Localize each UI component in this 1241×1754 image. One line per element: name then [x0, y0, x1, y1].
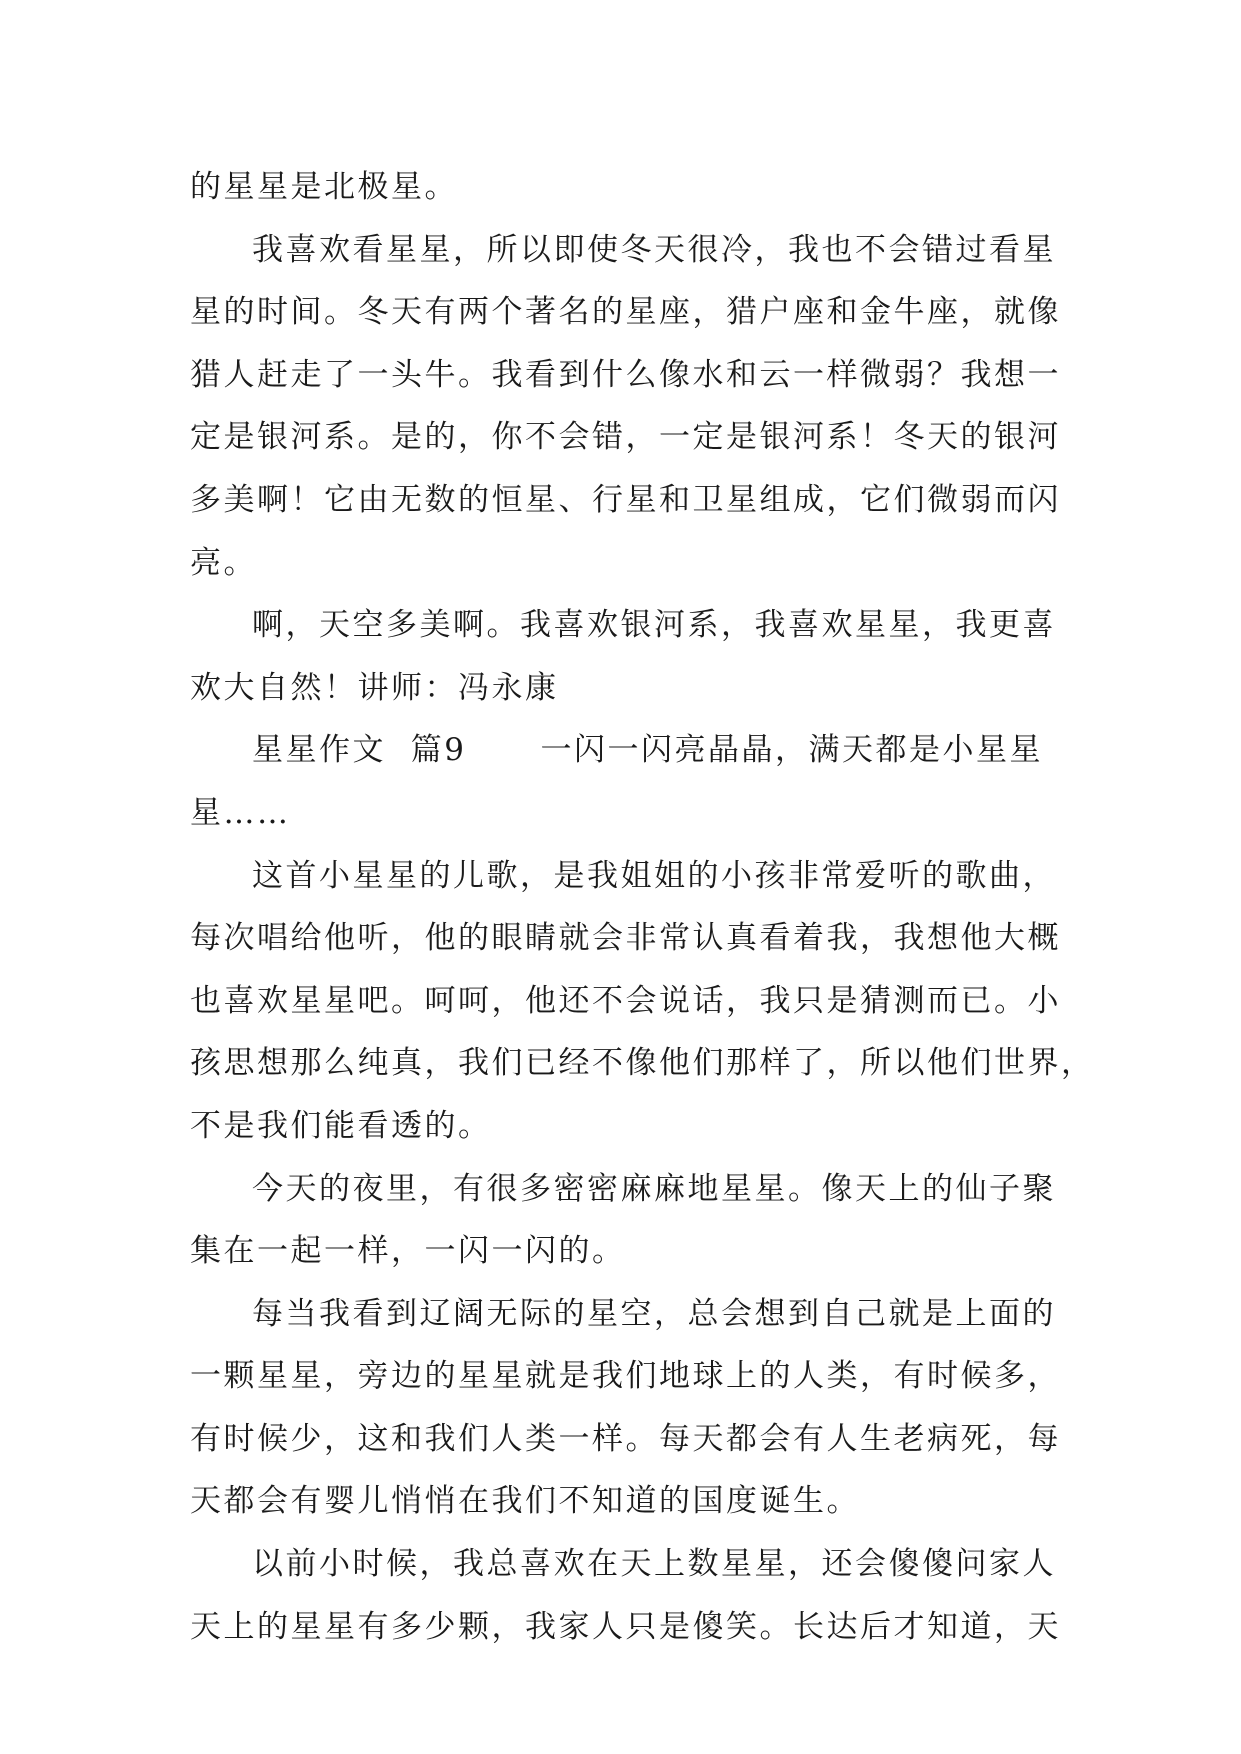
paragraph-start-line: 我喜欢看星星，所以即使冬天很冷，我也不会错过看星 [252, 231, 1056, 268]
paragraph-start-line: 啊，天空多美啊。我喜欢银河系，我喜欢星星，我更喜 [252, 607, 1056, 644]
section-heading-line: 星星作文 篇9 一闪一闪亮晶晶，满天都是小星星 [252, 732, 1044, 769]
text-line: 定是银河系。是的，你不会错，一定是银河系！冬天的银河 [190, 419, 1061, 456]
text-line: 亮。 [190, 544, 257, 581]
text-line: 孩思想那么纯真，我们已经不像他们那样了，所以他们世界， [190, 1045, 1095, 1082]
text-line: 一颗星星，旁边的星星就是我们地球上的人类，有时候多， [190, 1358, 1061, 1395]
text-line: 星的时间。冬天有两个著名的星座，猎户座和金牛座，就像 [190, 294, 1061, 331]
paragraph-start-line: 每当我看到辽阔无际的星空，总会想到自己就是上面的 [252, 1295, 1056, 1332]
text-line: 欢大自然！讲师：冯永康 [190, 669, 559, 706]
paragraph-start-line: 这首小星星的儿歌，是我姐姐的小孩非常爱听的歌曲， [252, 857, 1056, 894]
text-line: 天都会有婴儿悄悄在我们不知道的国度诞生。 [190, 1483, 860, 1520]
text-line: 猎人赶走了一头牛。我看到什么像水和云一样微弱？我想一 [190, 356, 1061, 393]
text-line: 天上的星星有多少颗，我家人只是傻笑。长达后才知道，天 [190, 1608, 1061, 1645]
text-line: 集在一起一样，一闪一闪的。 [190, 1233, 626, 1270]
text-line: 每次唱给他听，他的眼睛就会非常认真看着我，我想他大概 [190, 920, 1061, 957]
text-line: 的星星是北极星。 [190, 169, 458, 205]
text-line: 也喜欢星星吧。呵呵，他还不会说话，我只是猜测而已。小 [190, 982, 1061, 1019]
paragraph-start-line: 以前小时候，我总喜欢在天上数星星，还会傻傻问家人 [252, 1546, 1056, 1583]
text-line: 星…… [190, 794, 291, 831]
essay-text [190, 156, 1095, 1658]
paragraph-start-line: 今天的夜里，有很多密密麻麻地星星。像天上的仙子聚 [252, 1170, 1056, 1207]
text-line: 不是我们能看透的。 [190, 1107, 492, 1144]
text-line: 有时候少，这和我们人类一样。每天都会有人生老病死，每 [190, 1420, 1061, 1457]
text-line: 多美啊！它由无数的恒星、行星和卫星组成，它们微弱而闪 [190, 481, 1061, 518]
